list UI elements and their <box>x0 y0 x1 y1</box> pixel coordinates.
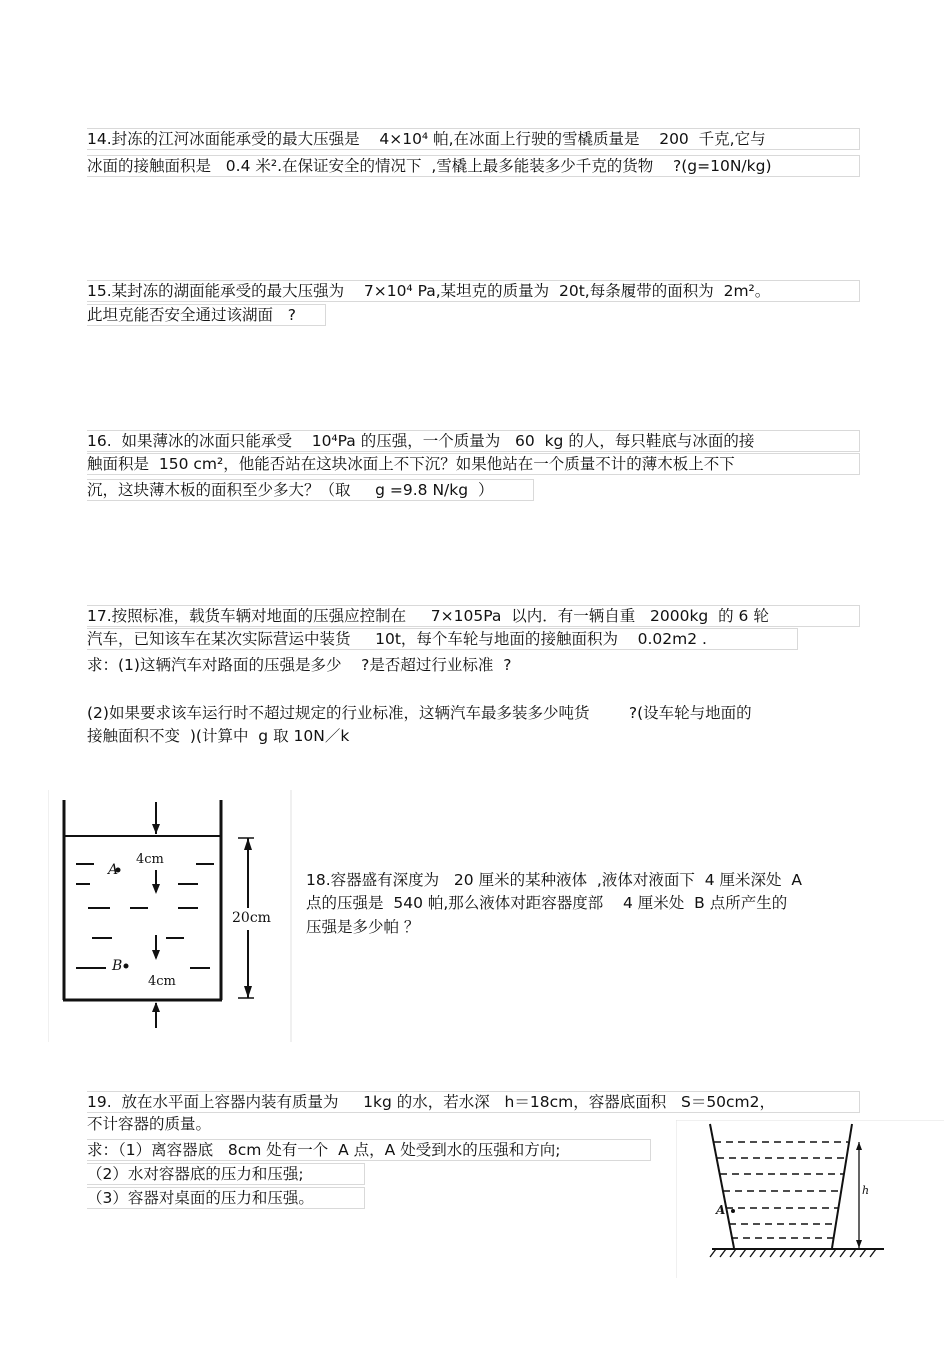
q19-line3: 求：（1）离容器底 8cm 处有一个 A 点，A 处受到水的压强和方向; <box>87 1139 651 1161</box>
q19-line5: （3）容器对桌面的压力和压强。 <box>87 1187 365 1209</box>
q15-line1: 15.某封冻的湖面能承受的最大压强为 7×10⁴ Pa,某坦克的质量为 20t,每条履带的面积为 2m²。 <box>87 280 860 302</box>
q18-container-figure <box>48 790 292 1042</box>
height-label: h <box>862 1184 870 1197</box>
bottom-gap-label: 4cm <box>148 974 176 989</box>
point-a-label: A <box>716 1203 726 1217</box>
q17-line5: 接触面积不变 )(计算中 g 取 10N／k <box>87 727 350 745</box>
q19-line2: 不计容器的质量。 <box>87 1115 212 1133</box>
top-gap-label: 4cm <box>136 852 164 867</box>
q17-line2: 汽车，已知该车在某次实际营运中装货 10t，每个车轮与地面的接触面积为 0.02m2 . <box>87 628 798 650</box>
q17-line3: 求：(1)这辆汽车对路面的压强是多少 ?是否超过行业标准 ? <box>87 656 512 674</box>
q19-line1: 19. 放在水平面上容器内装有质量为 1kg 的水，若水深 h＝18cm，容器底面积 S＝50cm2， <box>87 1091 860 1113</box>
q17-line4: (2)如果要求该车运行时不超过规定的行业标准，这辆汽车最多装多少吨货 ?(设车轮与地面的 <box>87 704 752 722</box>
q17-line1: 17.按照标准，载货车辆对地面的压强应控制在 7×105Pa 以内．有一辆自重 2000kg 的 6 轮 <box>87 605 860 627</box>
q14-line1: 14.封冻的江河冰面能承受的最大压强是 4×10⁴ 帕,在冰面上行驶的雪橇质量是 200 千克,它与 <box>87 128 860 150</box>
q19-container-figure <box>676 1120 944 1278</box>
point-b-label: B <box>112 958 123 974</box>
point-a-label: A <box>108 862 119 878</box>
q19-line4: （2）水对容器底的压力和压强; <box>87 1163 365 1185</box>
depth-label: 20cm <box>232 910 271 926</box>
q16-line1: 16. 如果薄冰的冰面只能承受 10⁴Pa 的压强，一个质量为 60 kg 的人，每只鞋底与冰面的接 <box>87 430 860 452</box>
q18-line3: 压强是多少帕 ？ <box>306 918 420 936</box>
q16-line2: 触面积是 150 cm²，他能否站在这块冰面上不下沉？如果他站在一个质量不计的薄木板上不下 <box>87 453 860 475</box>
q18-line1: 18.容器盛有深度为 20 厘米的某种液体 ,液体对液面下 4 厘米深处 A <box>306 871 802 889</box>
q14-line2: 冰面的接触面积是 0.4 米².在保证安全的情况下 ,雪橇上最多能装多少千克的货物 ?(g=10N/kg) <box>87 155 860 177</box>
q16-line3: 沉，这块薄木板的面积至少多大？（取 g =9.8 N/kg ） <box>87 479 534 501</box>
q15-line2: 此坦克能否安全通过该湖面 ? <box>87 304 326 326</box>
q18-line2: 点的压强是 540 帕,那么液体对距容器度部 4 厘米处 B 点所产生的 <box>306 894 788 912</box>
